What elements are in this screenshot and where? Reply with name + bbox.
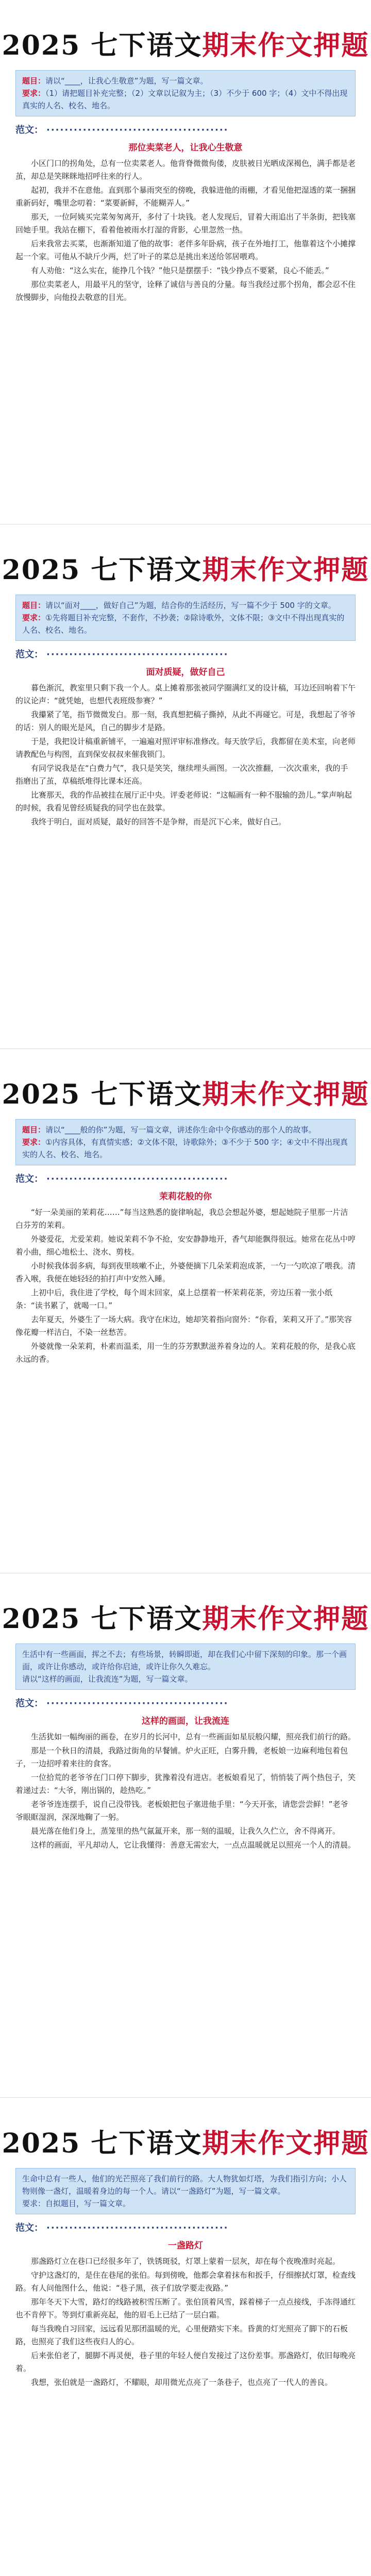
requirement-label: 要求： <box>22 613 46 622</box>
title-red-part: 期末作文押题 <box>202 2128 369 2159</box>
prompt-box <box>15 1119 356 1165</box>
requirement-text: （1）请把题目补充完整；（2）文章以记叙为主；（3）不少于 600 字；（4）文中不得出现真实的人名、校名、地名。 <box>22 89 348 110</box>
sample-label-text: 范文： <box>15 2223 43 2233</box>
page-title <box>2 554 369 586</box>
title-red-part: 期末作文押题 <box>202 1079 369 1110</box>
essay-paragraph: 外婆爱花，尤爱茉莉。她说茉莉不争不抢，安安静静地开，香气却能飘得很远。她常在花丛中哼着小曲，细心地松土、浇水、剪枝。 <box>15 1234 356 1257</box>
essay-paragraph: 这样的画面，平凡却动人，它让我懂得：善意无需宏大，一点点温暖就足以照亮一个人的清晨。 <box>31 1840 356 1850</box>
essay-paragraph: 那位卖菜老人，用最平凡的坚守，诠释了诚信与善良的分量。每当我经过那个拐角，都会忍不住放慢脚步，向他投去敬意的目光。 <box>15 280 356 302</box>
essay-page <box>0 1049 371 1573</box>
essay-paragraph: 我终于明白，面对质疑，最好的回答不是争辩，而是沉下心来，做好自己。 <box>31 817 286 826</box>
requirement-text: ①先将题目补充完整，不套作，不抄袭；②除诗歌外，文体不限；③文中不得出现真实的人名、校名、地名。 <box>22 613 345 635</box>
essay-paragraph: 晨光落在他们身上，蒸笼里的热气氤氲开来，那一刻的温暖，让我久久伫立，舍不得离开。 <box>31 1826 341 1836</box>
essay-paragraph: 小时候我体弱多病，每到夜里咳嗽不止，外婆便摘下几朵茉莉泡成茶，一勺一勺吹凉了喂我。清香入喉，我便在她轻轻的拍打声中安然入睡。 <box>15 1261 356 1283</box>
page-header <box>0 0 371 65</box>
title-black-part: 2025 七下语文 <box>2 1079 203 1110</box>
prompt-line-2 <box>22 2197 349 2210</box>
essay-page <box>0 0 371 524</box>
sample-essay-label <box>15 647 356 660</box>
sample-essay-label <box>15 123 356 136</box>
essay-paragraph: 小区门口的拐角处，总有一位卖菜老人。他背脊微微佝偻，皮肤被日光晒成深褐色，满手都是老茧，却总是笑眯眯地招呼往来的行人。 <box>15 159 356 181</box>
essay-paragraph: 一位拾荒的老爷爷在门口停下脚步，犹豫着没有进店。老板娘看见了，悄悄装了两个热包子，笑着递过去：“大爷，刚出锅的，趁热吃。” <box>15 1773 356 1795</box>
title-black-part: 2025 七下语文 <box>2 554 203 586</box>
sample-essay-label <box>15 1696 356 1709</box>
dotted-divider: ········································ <box>46 1174 229 1184</box>
prompt-line-2 <box>22 1136 349 1161</box>
essay-paragraph: 于是，我把设计稿重新铺平，一遍遍对照评审标准修改。每天放学后，我都留在美术室，向老师请教配色与构图，直到保安叔叔来催我锁门。 <box>15 737 356 759</box>
essay-title: 这样的画面，让我流连 <box>142 1716 229 1726</box>
essay-paragraph: 每当我晚自习回家，远远看见那团温暖的光，心里便踏实下来。昏黄的灯光照亮了脚下的石板路，也照亮了我们这些夜归人的心。 <box>15 2324 348 2346</box>
title-black-part: 2025 七下语文 <box>2 2128 203 2159</box>
requirement-text: ①内容具体，有真情实感；②文体不限，诗歌除外；③不少于 500 字；④文中不得出现真实的人名、校名、地名。 <box>22 1138 348 1159</box>
essay-page <box>0 1573 371 2098</box>
sample-essay-label <box>15 1172 356 1185</box>
prompt-box <box>15 70 356 116</box>
page-title <box>2 30 369 61</box>
requirement-text: 请以“这样的画面，让我流连”为题，写一篇文章。 <box>22 1674 193 1684</box>
essay-paragraph: 那是一个秋日的清晨，我路过街角的早餐铺。炉火正旺，白雾升腾，老板娘一边麻利地包着包子，一边招呼着来往的食客。 <box>15 1746 348 1768</box>
essay-paragraph: 后来张伯老了，腿脚不再灵便，巷子里的年轻人便自发接过了这份差事。那盏路灯，依旧每晚亮着。 <box>15 2351 356 2373</box>
prompt-line-2 <box>22 1673 349 1685</box>
essay-title: 面对质疑，做好自己 <box>146 667 225 677</box>
essay-paragraph: 外婆就像一朵茉莉，朴素而温柔，用一生的芬芳默默滋养着身边的人。茉莉花般的你，是我心底永远的香。 <box>15 1342 356 1364</box>
essay-paragraph: 比赛那天，我的作品被挂在展厅正中央。评委老师说：“这幅画有一种不服输的劲儿。”掌声响起的时候，我看见曾经质疑我的同学也在鼓掌。 <box>15 790 352 812</box>
requirement-label: 要求： <box>22 89 46 98</box>
prompt-text: 请以“____，让我心生敬意”为题，写一篇文章。 <box>45 76 208 86</box>
requirement-label: 要求： <box>22 1138 46 1147</box>
essay-page <box>0 524 371 1049</box>
prompt-box <box>15 2168 356 2214</box>
prompt-line-1 <box>22 1648 349 1673</box>
prompt-text: 请以“面对____，做好自己”为题，结合你的生活经历，写一篇不少于 500 字的文章。 <box>45 601 336 610</box>
essay-paragraph: 去年夏天，外婆生了一场大病。我守在床边，她却笑着指向窗外：“你看，茉莉又开了。”那笑容像花瓣一样洁白，不染一丝愁苦。 <box>15 1315 352 1337</box>
prompt-text: 生命中总有一些人，他们的光芒照亮了我们前行的路。大人物犹如灯塔，为我们指引方向；小人物则像一盏灯，温暖着身边的每一个人。请以“一盏路灯”为题，写一篇文章。 <box>22 2174 347 2196</box>
essay-paragraph: 老爷爷连连摆手，说自己没带钱。老板娘把包子塞进他手里：“今天开张，请您尝尝鲜！”老爷爷眼眶湿润，深深地鞠了一躬。 <box>15 1800 348 1822</box>
essay-body <box>15 1206 356 1366</box>
prompt-line-2 <box>22 612 349 636</box>
essay-paragraph: 上初中后，我住进了学校，每个周末回家，桌上总摆着一杯茉莉花茶，旁边压着一张小纸条：“读书累了，就喝一口。” <box>15 1288 333 1310</box>
page-header <box>0 1573 371 1638</box>
essay-paragraph: 后来我常去买菜，也渐渐知道了他的故事：老伴多年卧病，孩子在外地打工，他靠着这个小摊撑起一个家。可他从不缺斤少两，烂了叶子的菜总是挑出来送给邻居喂鸡。 <box>15 239 356 261</box>
essay-paragraph: 起初，我并不在意他。直到那个暴雨突至的傍晚，我躲进他的雨棚，才看见他把湿透的菜一捆捆重新码好，嘴里念叨着：“菜要新鲜，不能糊弄人。” <box>15 185 356 208</box>
prompt-box <box>15 595 356 641</box>
essay-paragraph: 生活犹如一幅绚丽的画卷，在岁月的长河中，总有一些画面如星辰般闪耀，照亮我们前行的路。 <box>31 1732 356 1741</box>
title-black-part: 2025 七下语文 <box>2 1603 203 1635</box>
prompt-label: 题目： <box>22 1125 46 1134</box>
essay-paragraph: 有同学说我是在“白费力气”，我只是笑笑，继续埋头画图。一次次推翻，一次次重来，我的手指磨出了茧，草稿纸堆得比课本还高。 <box>15 764 348 786</box>
sample-label-text: 范文： <box>15 125 43 135</box>
essay-title: 茉莉花般的你 <box>159 1192 212 1202</box>
essay-paragraph: 守护这盏灯的，是住在巷尾的张伯。每到傍晚，他都会拿着抹布和扳手，仔细擦拭灯罩，检查线路。有人问他图什么，他说：“巷子黑，孩子们放学要走夜路。” <box>15 2270 356 2293</box>
essay-title: 那位卖菜老人，让我心生敬意 <box>128 143 243 153</box>
prompt-label: 题目： <box>22 601 46 610</box>
prompt-label: 题目： <box>22 76 46 86</box>
title-red-part: 期末作文押题 <box>202 1603 369 1635</box>
page-header <box>0 1049 371 1114</box>
essay-body <box>15 1731 356 1852</box>
essay-paragraph: 有人劝他：“这么实在，能挣几个钱？”他只是摆摆手：“钱少挣点不要紧，良心不能丢。” <box>31 266 329 275</box>
title-red-part: 期末作文押题 <box>202 554 369 586</box>
dotted-divider: ········································ <box>46 125 229 135</box>
prompt-box <box>15 1643 356 1690</box>
sample-label-text: 范文： <box>15 1698 43 1709</box>
prompt-line-1 <box>22 1124 349 1136</box>
essay-paragraph: 那天，一位阿姨买完菜匆匆离开，多付了十块钱。老人发现后，冒着大雨追出了半条街，把钱塞回她手里。我站在棚下，看着他被雨水打湿的背影，心里忽然一热。 <box>15 212 356 234</box>
essay-body <box>15 157 356 304</box>
essay-body <box>15 2255 356 2389</box>
page-header <box>0 524 371 589</box>
sample-essay-label <box>15 2221 356 2234</box>
page-title <box>2 1603 369 1635</box>
prompt-line-2 <box>22 87 349 112</box>
dotted-divider: ········································ <box>46 649 229 660</box>
page-title <box>2 2128 369 2159</box>
essay-paragraph: 我想，张伯就是一盏路灯，不耀眼，却用微光点亮了一条巷子，也点亮了一代人的善良。 <box>31 2378 333 2387</box>
essay-paragraph: “好一朵美丽的茉莉花……”每当这熟悉的旋律响起，我总会想起外婆，想起她院子里那一片洁白芬芳的茉莉。 <box>15 1208 348 1230</box>
sample-label-text: 范文： <box>15 649 43 660</box>
essay-paragraph: 那年冬天下大雪，路灯的线路被积雪压断了。张伯顶着风雪，踩着梯子一点点接线，手冻得通红也不肯停下。等到灯重新亮起，他的眉毛上已结了一层白霜。 <box>15 2297 356 2319</box>
prompt-text: 请以“____般的你”为题，写一篇文章，讲述你生命中令你感动的那个人的故事。 <box>45 1125 316 1134</box>
prompt-line-1 <box>22 75 349 87</box>
requirement-text: 要求：自拟题目，写一篇文章。 <box>22 2199 131 2208</box>
page-title <box>2 1079 369 1110</box>
essay-title: 一盏路灯 <box>168 2241 203 2251</box>
essay-page <box>0 2098 371 2576</box>
dotted-divider: ········································ <box>46 1698 229 1709</box>
title-red-part: 期末作文押题 <box>202 30 369 61</box>
essay-paragraph: 我攥紧了笔，指节微微发白。那一刻，我真想把稿子撕掉，从此不再碰它。可是，我想起了爷爷的话：别人的眼光是风，自己的脚步才是路。 <box>15 710 356 732</box>
essay-paragraph: 暮色渐沉，教室里只剩下我一个人。桌上摊着那张被同学圈满红叉的设计稿，耳边还回响着下午的议论声：“就凭她，也想代表班级参赛？” <box>15 683 356 705</box>
essay-body <box>15 682 356 828</box>
title-black-part: 2025 七下语文 <box>2 30 203 61</box>
prompt-line-1 <box>22 2173 349 2197</box>
sample-label-text: 范文： <box>15 1174 43 1184</box>
page-header <box>0 2098 371 2163</box>
essay-paragraph: 那盏路灯立在巷口已经很多年了，铁锈斑驳，灯罩上蒙着一层灰，却在每个夜晚准时亮起。 <box>31 2257 341 2266</box>
prompt-line-1 <box>22 599 349 612</box>
prompt-text: 生活中有一些画面，挥之不去；有些场景，转瞬即逝，却在我们心中留下深刻的印象。那一个画面，或许让你感动，或许给你启迪，或许让你久久难忘。 <box>22 1650 347 1671</box>
dotted-divider: ········································ <box>46 2223 229 2233</box>
